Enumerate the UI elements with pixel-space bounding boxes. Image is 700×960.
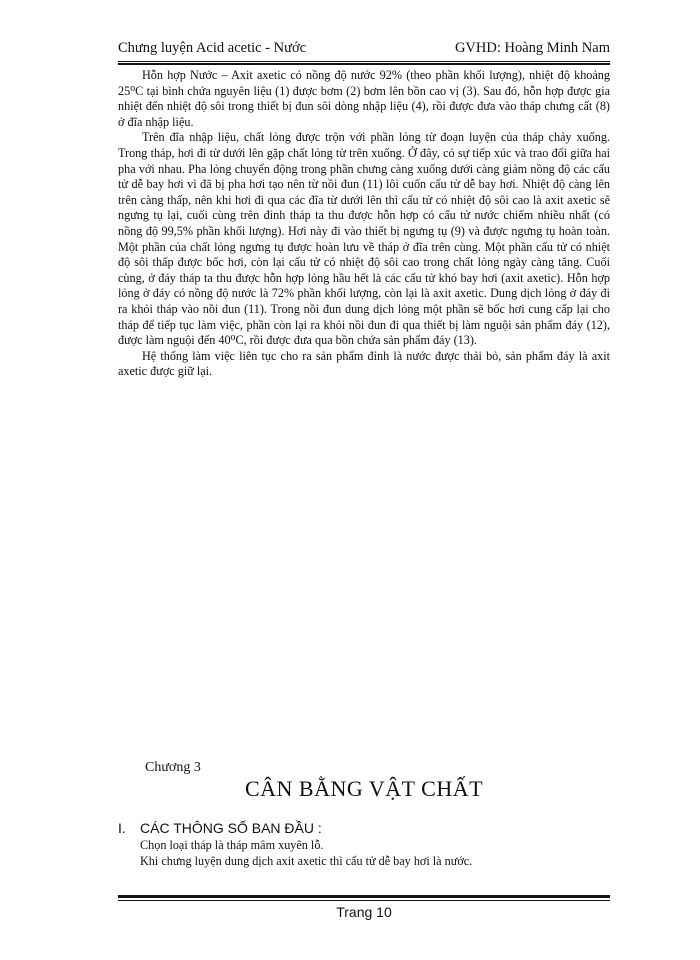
chapter-label: Chương 3	[145, 760, 201, 775]
page-number: Trang 10	[336, 904, 392, 920]
paragraph-system-summary: Hệ thống làm việc liên tục cho ra sản phẩm đỉnh là nước được thải bỏ, sản phẩm đáy là axit axetic được giữ lại.	[118, 348, 610, 379]
footer-rule-thick	[118, 895, 610, 898]
footer-rule-thin	[118, 900, 610, 901]
header-rule-thick	[118, 63, 610, 65]
section-number: I.	[118, 820, 126, 836]
section-title: CÁC THÔNG SỐ BAN ĐẦU :	[140, 820, 322, 836]
section-line: Chọn loại tháp là tháp mâm xuyên lỗ.	[140, 838, 324, 852]
section-line: Khi chưng luyện dung dịch axit axetic thì cấu tử dễ bay hơi là nước.	[140, 854, 473, 868]
paragraph-column-operation: Trên đĩa nhập liệu, chất lỏng được trộn với phần lỏng từ đoạn luyện của tháp chảy xuống. Trong tháp, hơi đi từ dưới lên gặp chất lỏng từ trên xuống. Ở đây, có sự tiếp xúc và trao đổi giữa hai pha với nhau. Pha lỏng chuyển động trong phần chưng càng xuống dưới càng giảm nồng độ các cấu tử dễ bay hơi vì đã bị pha hơi tạo nên từ nồi đun (11) lôi cuốn cấu tử dễ bay hơi. Nhiệt độ càng lên trên càng thấp, nên khi hơi đi qua các đĩa từ dưới lên thì cấu tử có nhiệt độ sôi cao là axit axetic sẽ ngưng tụ lại, cuối cùng trên đỉnh tháp ta thu được hỗn hợp có cấu tử nước chiếm nhiều nhất (có nồng độ 99,5% phần khối lượng). Hơi này đi vào thiết bị ngưng tụ (9) và được ngưng tụ hoàn toàn. Một phần của chất lỏng ngưng tụ được hoàn lưu về tháp ở đĩa trên cùng. Một phần cấu tử có nhiệt độ sôi thấp được bốc hơi, còn lại cấu tử có nhiệt độ sôi cao trong chất lỏng ngày càng tăng. Cuối cùng, ở đáy tháp ta thu được hỗn hợp lỏng hầu hết là các cấu tử khó bay hơi (axit axetic). Hỗn hợp lỏng ở đáy có nồng độ nước là 72% phần khối lượng, còn lại là axit axetic. Dung dịch lỏng ở đáy đi ra khỏi tháp vào nồi đun (11). Trong nồi đun dung dịch lỏng một phần sẽ bốc hơi cung cấp lại cho tháp để tiếp tục làm việc, phần còn lại ra khỏi nồi đun đi qua thiết bị làm nguội sản phẩm đáy (12), được làm nguội đến 40⁰C, rồi được đưa qua bồn chứa sản phẩm đáy (13).	[118, 130, 610, 348]
section-heading	[118, 820, 322, 836]
header-advisor: GVHD: Hoàng Minh Nam	[454, 40, 610, 56]
paragraph-feed-description: Hỗn hợp Nước – Axit axetic có nồng độ nước 92% (theo phần khối lượng), nhiệt độ khoảng 25⁰C tại bình chứa nguyên liệu (1) được bơm (2) bơm lên bồn cao vị (3). Sau đó, hỗn hợp được gia nhiệt đến nhiệt độ sôi trong thiết bị đun sôi dòng nhập liệu (4), rồi được đưa vào tháp chưng cất (8) ở đĩa nhập liệu.	[118, 68, 610, 129]
header-rule-thin	[118, 61, 610, 62]
page-header	[118, 36, 610, 58]
header-document-title: Chưng luyện Acid acetic - Nước	[118, 40, 307, 56]
section-body	[140, 837, 610, 869]
body-text	[118, 68, 610, 380]
chapter-title: CÂN BẰNG VẬT CHẤT	[244, 776, 484, 801]
